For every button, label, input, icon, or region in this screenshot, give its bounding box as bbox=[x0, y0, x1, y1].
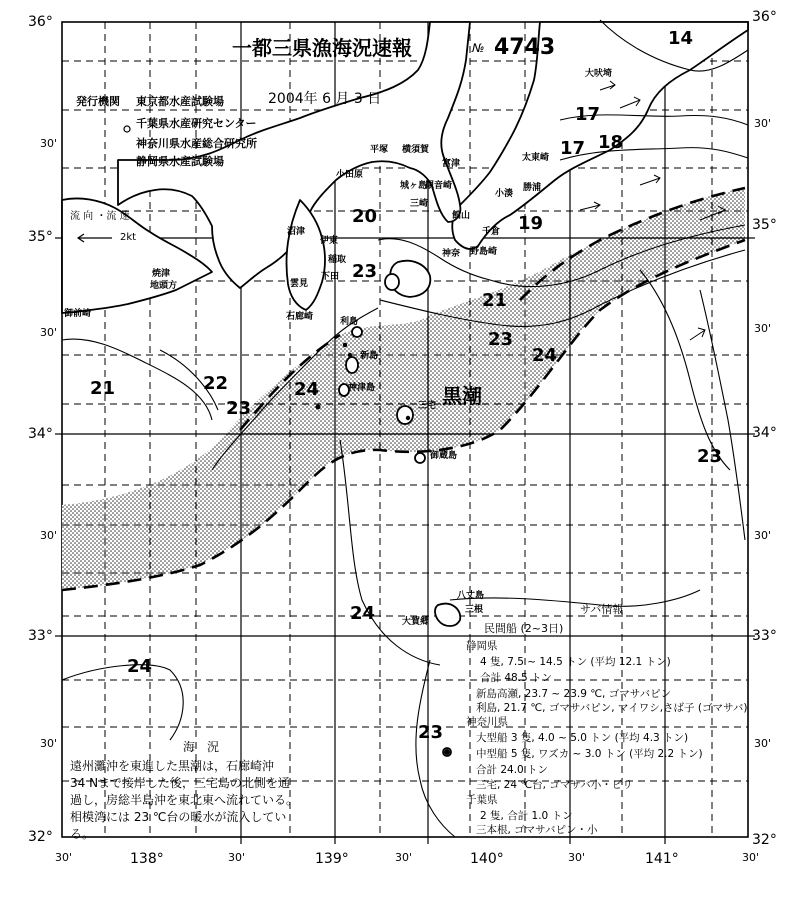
lat-label-3330-right: 30' bbox=[754, 529, 772, 542]
saba-line-3: 新島高瀬, 23.7 ~ 23.9 ℃, ゴマサバピン bbox=[476, 688, 672, 700]
isotherm-label-21b: 21 bbox=[90, 378, 116, 399]
place-niijima: 新島 bbox=[360, 351, 379, 361]
saba-title: サバ情報 bbox=[580, 603, 624, 616]
lat-label-35-left: 35° bbox=[28, 229, 53, 245]
place-katsuura: 勝浦 bbox=[523, 183, 542, 193]
lat-label-32-left: 32° bbox=[28, 829, 53, 845]
isotherm-label-17b: 17 bbox=[560, 138, 586, 159]
place-sanbone: 三根 bbox=[465, 605, 484, 615]
lat-label-3230-left: 30' bbox=[40, 737, 58, 750]
place-shimoda: 下田 bbox=[321, 272, 340, 282]
place-jogashima: 城ヶ島 bbox=[400, 181, 428, 191]
isotherm-label-23b: 23 bbox=[488, 329, 514, 350]
page-title: 一都三県漁海況速報 bbox=[232, 36, 412, 60]
issue-no-prefix: № bbox=[472, 41, 485, 55]
place-kozushima: 神津島 bbox=[348, 383, 376, 393]
place-okago: 大賀郷 bbox=[402, 617, 430, 627]
saba-line-5: 神奈川県 bbox=[466, 716, 508, 728]
isotherm-label-22: 22 bbox=[203, 373, 229, 394]
isotherm-label-24d: 24 bbox=[127, 656, 153, 677]
lon-label-1373: 30' bbox=[55, 851, 73, 864]
saba-line-12: 三本根, ゴマサバピン・小 bbox=[476, 824, 598, 836]
issuer-3: 静岡県水産試験場 bbox=[136, 155, 224, 168]
issue-number: 4743 bbox=[494, 35, 556, 60]
kaikyo-line-4: る。 bbox=[70, 827, 95, 841]
place-toshima: 利島 bbox=[340, 317, 359, 327]
lat-label-32-right: 32° bbox=[752, 832, 777, 848]
place-tateyama: 館山 bbox=[452, 211, 471, 221]
flow-legend-value: 2kt bbox=[120, 232, 137, 243]
lon-label-138: 138° bbox=[130, 851, 164, 867]
island-niijima bbox=[346, 357, 358, 373]
place-ohara: 大吠埼 bbox=[585, 69, 613, 79]
isotherm-label-23d: 23 bbox=[697, 446, 723, 467]
isotherm-label-23c: 23 bbox=[226, 398, 252, 419]
place-hiratsuka: 平塚 bbox=[370, 145, 389, 155]
isotherm-label-17a: 17 bbox=[575, 104, 601, 125]
place-misaki: 三崎 bbox=[410, 199, 429, 209]
place-irozaki: 石廊崎 bbox=[286, 312, 314, 322]
place-odawara: 小田原 bbox=[336, 170, 364, 180]
place-chikura: 千倉 bbox=[482, 227, 501, 237]
isotherm-label-18: 18 bbox=[598, 132, 624, 153]
lon-label-139: 139° bbox=[315, 851, 349, 867]
saba-line-8: 合計 24.0 トン bbox=[476, 764, 549, 776]
kaikyo-line-0: 遠州灘沖を東進した黒潮は，石廊崎沖 bbox=[70, 759, 275, 773]
kaikyo-title: 海 況 bbox=[183, 740, 220, 754]
place-omaezaki: 御前崎 bbox=[64, 309, 92, 319]
saba-line-10: 千葉県 bbox=[466, 794, 498, 806]
saba-line-9: 三宅, 24 ℃台, ゴマサバ小・ピリ bbox=[476, 779, 633, 791]
issue-date: 2004年 6 月 3 日 bbox=[268, 91, 382, 107]
place-miyake: 三宅 bbox=[418, 401, 437, 411]
lat-label-36-left: 36° bbox=[28, 14, 53, 30]
isotherm-label-24a: 24 bbox=[532, 345, 558, 366]
saba-line-7: 中型船 5 隻, ワズカ ~ 3.0 トン (平均 2.2 トン) bbox=[476, 748, 703, 760]
kaikyo-line-1: 34 Nまで接岸した後，三宅島の北側を通 bbox=[70, 776, 291, 790]
lat-label-3430-left: 30' bbox=[40, 326, 58, 339]
place-kannonzaki: 観音崎 bbox=[425, 181, 453, 191]
island-small-1 bbox=[385, 274, 399, 290]
place-taitozaki: 太東崎 bbox=[522, 153, 550, 163]
saba-line-11: 2 隻, 合計 1.0 トン bbox=[480, 810, 573, 822]
lon-label-1403: 30' bbox=[568, 851, 586, 864]
lat-label-3530-right: 30' bbox=[754, 117, 772, 130]
lat-label-36-right: 36° bbox=[752, 9, 777, 25]
saba-line-0: 静岡県 bbox=[466, 640, 498, 652]
place-chikyuho: 地頭方 bbox=[150, 281, 178, 291]
island-toshima bbox=[352, 327, 362, 337]
lon-label-141: 141° bbox=[645, 851, 679, 867]
isotherm-label-21a: 21 bbox=[482, 290, 508, 311]
saba-line-1: 4 隻, 7.5 ~ 14.5 トン (平均 12.1 トン) bbox=[480, 656, 671, 668]
issuer-1: 千葉県水産研究センター bbox=[136, 117, 257, 130]
place-kanagawa-short: 神奈 bbox=[442, 249, 461, 259]
lat-label-3530-left: 30' bbox=[40, 137, 58, 150]
lon-label-1413: 30' bbox=[742, 851, 760, 864]
isotherm-label-20: 20 bbox=[352, 206, 378, 227]
place-numazu: 沼津 bbox=[287, 227, 306, 237]
issuer-2: 神奈川県水産総合研究所 bbox=[136, 137, 257, 150]
lon-label-140: 140° bbox=[470, 851, 504, 867]
saba-line-2: 合計 48.5 トン bbox=[480, 672, 553, 684]
lat-label-33-left: 33° bbox=[28, 628, 53, 644]
issuer-label: 発行機関 bbox=[76, 95, 120, 108]
place-mera: 雲見 bbox=[290, 279, 309, 289]
isotherm-label-24c: 24 bbox=[350, 603, 376, 624]
isotherm-label-23e: 23 bbox=[418, 722, 444, 743]
island-mikura bbox=[415, 453, 425, 463]
place-ito: 伊東 bbox=[320, 236, 339, 246]
lat-label-34-left: 34° bbox=[28, 426, 53, 442]
kaikyo-line-3: 相模湾には 23 ℃台の暖水が流入してい bbox=[70, 810, 287, 824]
kuroshio-label: 黒潮 bbox=[442, 384, 482, 408]
island-miyake bbox=[397, 406, 413, 424]
place-yokosuka: 横須賀 bbox=[402, 145, 430, 155]
saba-line-4: 利島, 21.7 ℃, ゴマサバピン, マイワシ,さば子 (ゴマサバ) bbox=[476, 702, 748, 714]
lat-label-3330-left: 30' bbox=[40, 529, 58, 542]
isotherm-label-23a: 23 bbox=[352, 261, 378, 282]
place-hachijo: 八丈島 bbox=[457, 591, 485, 601]
isotherm-label-14: 14 bbox=[668, 28, 694, 49]
lon-label-1393: 30' bbox=[395, 851, 413, 864]
place-futtsu: 富津 bbox=[442, 159, 461, 169]
place-yaizu: 焼津 bbox=[152, 269, 171, 279]
issuer-0: 東京都水産試験場 bbox=[136, 95, 224, 108]
lat-label-3230-right: 30' bbox=[754, 737, 772, 750]
flow-legend-title: 流 向 ・流 速 bbox=[70, 211, 130, 222]
isotherm-label-24b: 24 bbox=[294, 379, 320, 400]
isotherm-label-19: 19 bbox=[518, 213, 544, 234]
lat-label-35-right: 35° bbox=[752, 217, 777, 233]
lat-label-33-right: 33° bbox=[752, 628, 777, 644]
lat-label-3430-right: 30' bbox=[754, 322, 772, 335]
place-inatori: 稲取 bbox=[328, 255, 347, 265]
place-kominato: 小湊 bbox=[495, 189, 514, 199]
saba-line-6: 大型船 3 隻, 4.0 ~ 5.0 トン (平均 4.3 トン) bbox=[476, 732, 689, 744]
place-nojimazaki: 野島崎 bbox=[470, 247, 498, 257]
lon-label-1383: 30' bbox=[228, 851, 246, 864]
place-mikurajima: 御蔵島 bbox=[430, 451, 458, 461]
kaikyo-line-2: 過し，房総半島沖を東北東へ流れている。 bbox=[70, 793, 299, 807]
saba-subtitle: 民間船 (2~3日) bbox=[484, 622, 564, 635]
lat-label-34-right: 34° bbox=[752, 425, 777, 441]
